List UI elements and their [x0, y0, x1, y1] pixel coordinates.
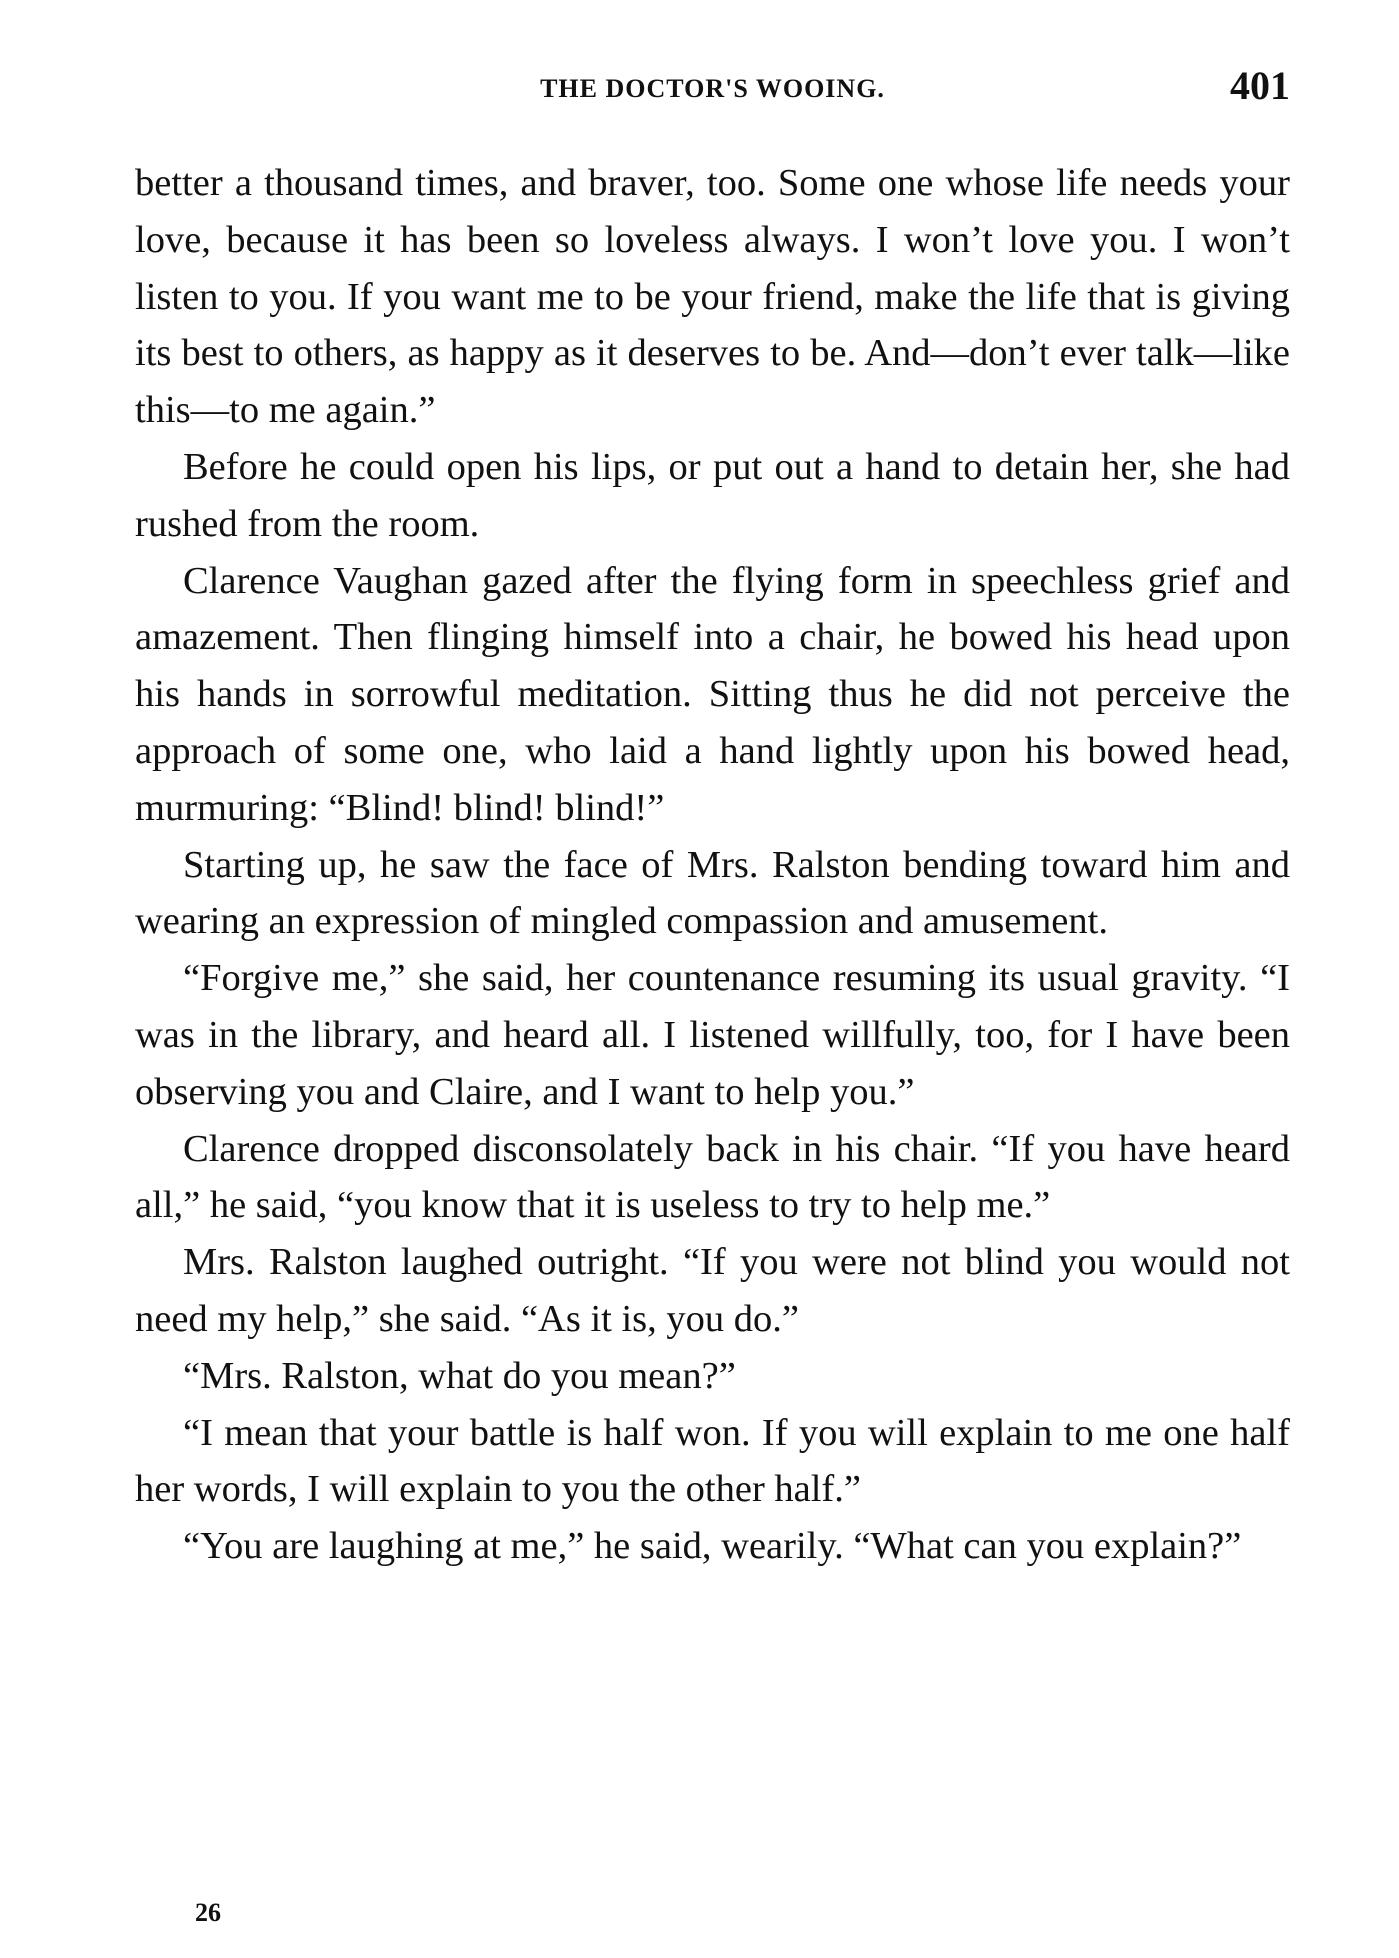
paragraph: Clarence Vaughan gazed after the flying form in speechless grief and amazement. Then flinging himself into a chair, he bowed his head upon his hands in sorrowful meditation. Sitting thus he did not perceive the approach of some one, who laid a hand lightly upon his bowed head, murmuring: “Blind! blind! blind!”	[135, 559, 1290, 829]
body-text	[135, 155, 1290, 1575]
signature-mark: 26	[195, 1898, 221, 1927]
paragraph: “I mean that your battle is half won. If you will explain to me one half her words, I will explain to you the other half.”	[135, 1411, 1290, 1511]
paragraph: Clarence dropped disconsolately back in his chair. “If you have heard all,” he said, “you know that it is useless to try to help me.”	[135, 1127, 1290, 1227]
paragraph: Before he could open his lips, or put out a hand to detain her, she had rushed from the room.	[135, 445, 1290, 545]
paragraph: Mrs. Ralston laughed outright. “If you were not blind you would not need my help,” she said. “As it is, you do.”	[135, 1241, 1290, 1340]
page-header	[135, 62, 1290, 112]
paragraph: Starting up, he saw the face of Mrs. Ralston bending toward him and wearing an expression of mingled compassion and amusement.	[135, 843, 1290, 943]
paragraph: “Forgive me,” she said, her countenance resuming its usual gravity. “I was in the library, and heard all. I listened willfully, too, for I have been observing you and Claire, and I want to help you.”	[135, 957, 1290, 1113]
paragraph: better a thousand times, and braver, too. Some one whose life needs your love, because it has been so loveless always. I won’t love you. I won’t listen to you. If you want me to be your friend, make the life that is giving its best to others, as happy as it deserves to be. And—don’t ever talk—like this—to me again.”	[135, 162, 1290, 432]
paragraph: “Mrs. Ralston, what do you mean?”	[183, 1354, 736, 1397]
page-number: 401	[1230, 63, 1290, 108]
running-title: THE DOCTOR'S WOOING.	[540, 74, 885, 103]
paragraph: “You are laughing at me,” he said, wearily. “What can you explain?”	[183, 1525, 1242, 1568]
